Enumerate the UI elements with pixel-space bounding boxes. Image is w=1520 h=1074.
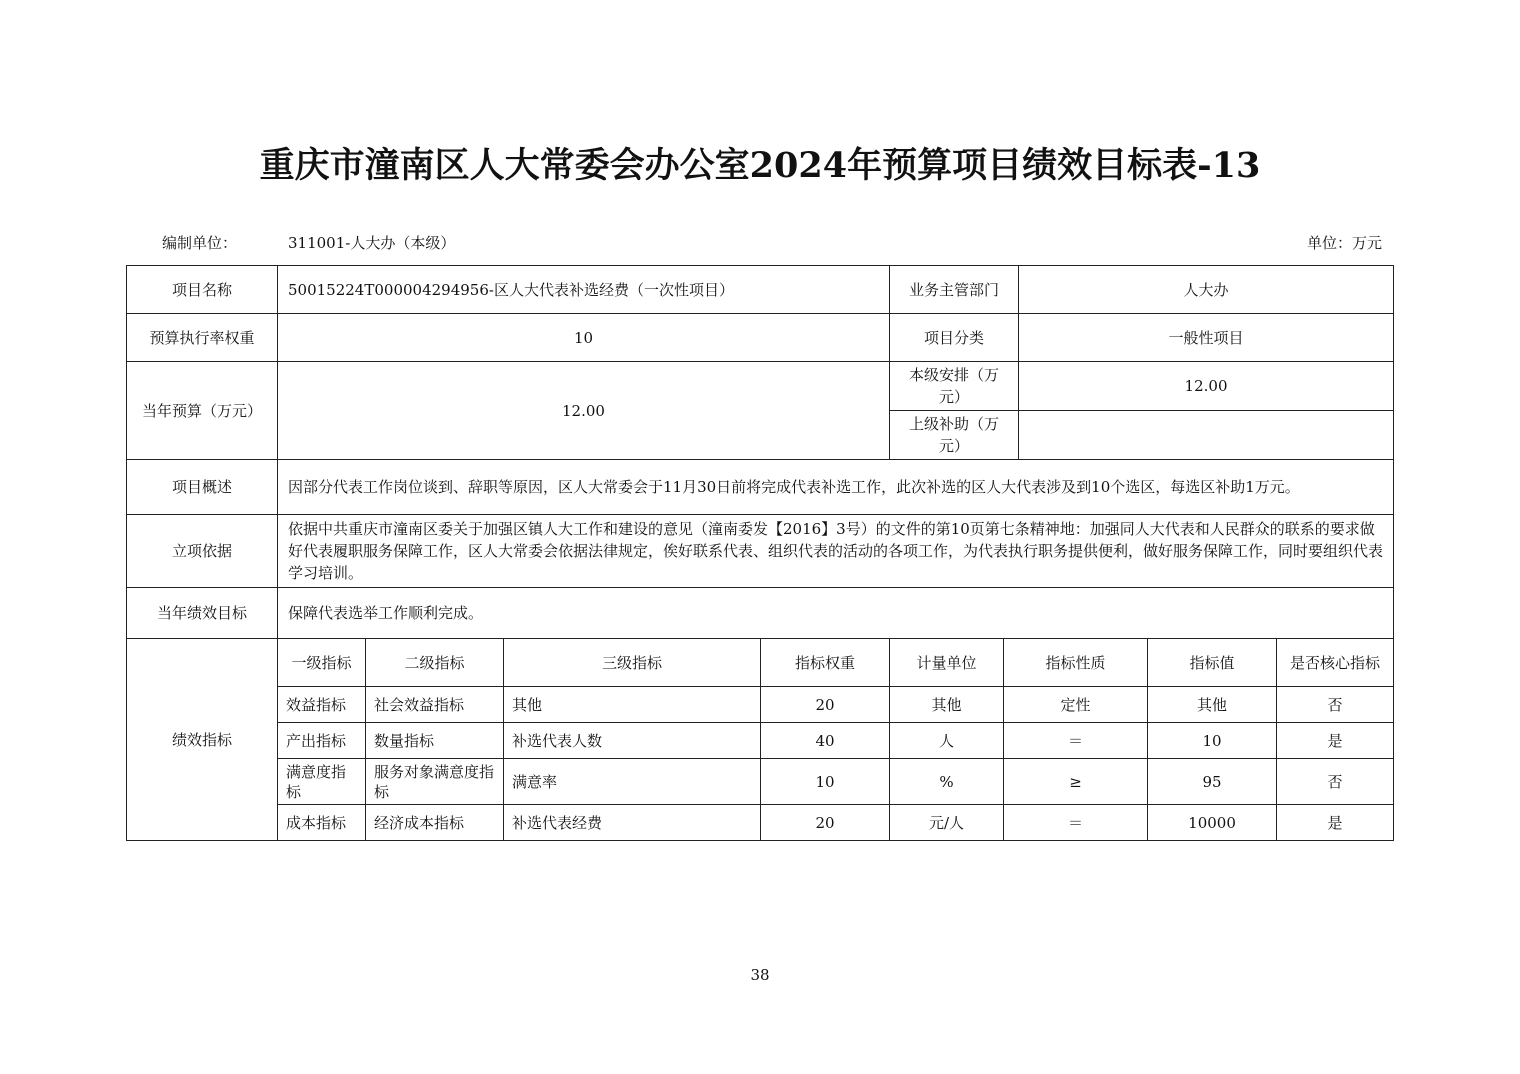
- level2-cell: 社会效益指标: [366, 687, 504, 723]
- value-cell: 95: [1148, 759, 1277, 805]
- weight-cell: 20: [761, 687, 890, 723]
- level2-cell: 经济成本指标: [366, 805, 504, 841]
- value-cell: 10000: [1148, 805, 1277, 841]
- level3-cell: 满意率: [504, 759, 761, 805]
- overview-label: 项目概述: [127, 460, 278, 515]
- indicator-header: 计量单位: [890, 639, 1004, 687]
- indicator-header: 三级指标: [504, 639, 761, 687]
- page-number: 38: [750, 966, 770, 984]
- project-name-label: 项目名称: [127, 266, 278, 314]
- compiling-unit-value: 311001-人大办（本级）: [288, 234, 456, 252]
- table-row: [127, 805, 1394, 841]
- level2-cell: 数量指标: [366, 723, 504, 759]
- weight-cell: 10: [761, 759, 890, 805]
- level3-cell: 补选代表经费: [504, 805, 761, 841]
- table-row: [127, 687, 1394, 723]
- weight-value: 10: [278, 314, 890, 362]
- level1-cell: 效益指标: [278, 687, 366, 723]
- overview-value: 因部分代表工作岗位谈到、辞职等原因，区人大常委会于11月30日前将完成代表补选工作，此次补选的区人大代表涉及到10个选区，每选区补助1万元。: [278, 460, 1394, 515]
- level1-cell: 成本指标: [278, 805, 366, 841]
- weight-cell: 40: [761, 723, 890, 759]
- nature-cell: 定性: [1004, 687, 1148, 723]
- core-cell: 否: [1277, 687, 1394, 723]
- compiling-unit-label: 编制单位：: [162, 234, 238, 252]
- page-title: 重庆市潼南区人大常委会办公室2024年预算项目绩效目标表-13: [259, 145, 1261, 186]
- weight-label: 预算执行率权重: [127, 314, 278, 362]
- indicator-header: 一级指标: [278, 639, 366, 687]
- budget-label: 当年预算（万元）: [127, 362, 278, 460]
- core-cell: 否: [1277, 759, 1394, 805]
- basis-label: 立项依据: [127, 515, 278, 588]
- weight-cell: 20: [761, 805, 890, 841]
- performance-table: [126, 265, 1394, 841]
- indicator-header: 是否核心指标: [1277, 639, 1394, 687]
- local-budget-value: 12.00: [1019, 362, 1394, 411]
- core-cell: 是: [1277, 723, 1394, 759]
- value-cell: 10: [1148, 723, 1277, 759]
- level3-cell: 补选代表人数: [504, 723, 761, 759]
- goal-label: 当年绩效目标: [127, 588, 278, 639]
- level3-cell: 其他: [504, 687, 761, 723]
- indicator-header: 二级指标: [366, 639, 504, 687]
- indicator-header: 指标值: [1148, 639, 1277, 687]
- category-value: 一般性项目: [1019, 314, 1394, 362]
- superior-budget-value: [1019, 411, 1394, 460]
- indicators-label: 绩效指标: [127, 639, 278, 841]
- nature-cell: ≥: [1004, 759, 1148, 805]
- core-cell: 是: [1277, 805, 1394, 841]
- category-label: 项目分类: [890, 314, 1019, 362]
- table-row: [127, 723, 1394, 759]
- level2-cell: 服务对象满意度指标: [366, 759, 504, 805]
- unit-cell: %: [890, 759, 1004, 805]
- nature-cell: ＝: [1004, 723, 1148, 759]
- unit-cell: 人: [890, 723, 1004, 759]
- value-cell: 其他: [1148, 687, 1277, 723]
- unit-cell: 其他: [890, 687, 1004, 723]
- dept-label: 业务主管部门: [890, 266, 1019, 314]
- goal-value: 保障代表选举工作顺利完成。: [278, 588, 1394, 639]
- indicator-header: 指标权重: [761, 639, 890, 687]
- project-name-value: 50015224T000004294956-区人大代表补选经费（一次性项目）: [278, 266, 890, 314]
- unit-cell: 元/人: [890, 805, 1004, 841]
- local-budget-label: 本级安排（万元）: [890, 362, 1019, 411]
- nature-cell: ＝: [1004, 805, 1148, 841]
- table-row: [127, 759, 1394, 805]
- dept-value: 人大办: [1019, 266, 1394, 314]
- money-unit: 单位：万元: [1306, 234, 1382, 252]
- indicator-header: 指标性质: [1004, 639, 1148, 687]
- superior-budget-label: 上级补助（万元）: [890, 411, 1019, 460]
- level1-cell: 产出指标: [278, 723, 366, 759]
- budget-value: 12.00: [278, 362, 890, 460]
- level1-cell: 满意度指标: [278, 759, 366, 805]
- basis-value: 依据中共重庆市潼南区委关于加强区镇人大工作和建设的意见（潼南委发【2016】3号）的文件的第10页第七条精神地：加强同人大代表和人民群众的联系的要求做好代表履职服务保障工作，区人大常委会依据法律规定，俟好联系代表、组织代表的活动的各项工作，为代表执行职务提供便利，做好服务保障工作，同时要组织代表学习培训。: [278, 515, 1394, 588]
